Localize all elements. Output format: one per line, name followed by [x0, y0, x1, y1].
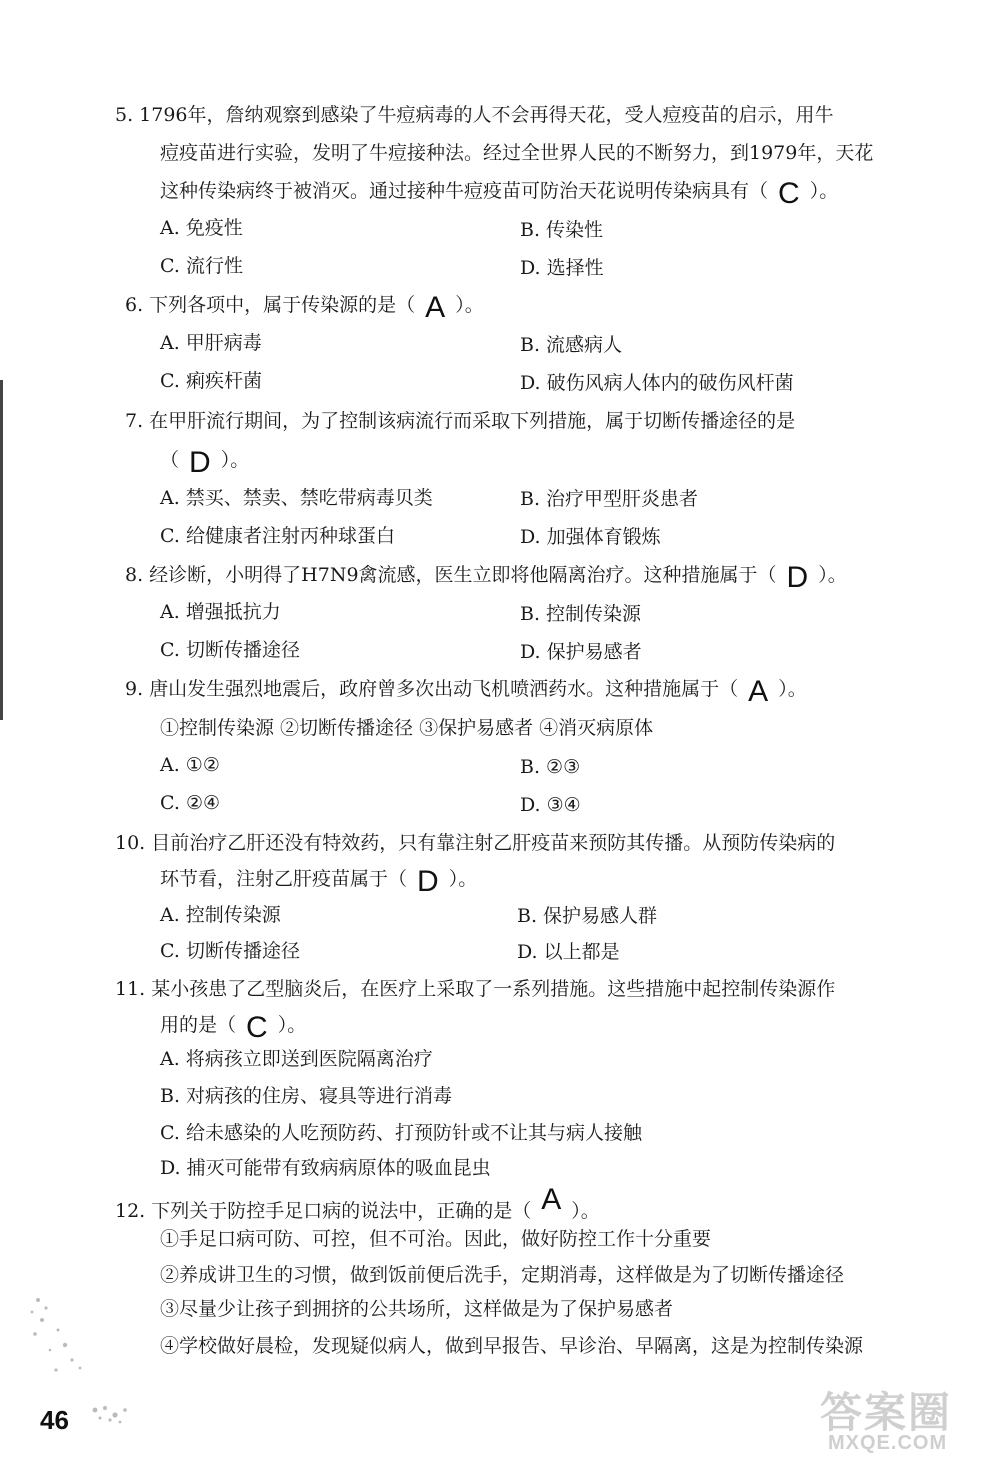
- q12-statement-1: ①手足口病可防、可控，但不可治。因此，做好防控工作十分重要: [160, 1228, 712, 1250]
- q10-option-b: B. 保护易感人群: [517, 905, 658, 927]
- q12-statement-4: ④学校做好晨检，发现疑似病人，做到早报告、早诊治、早隔离，这是为控制传染源: [160, 1335, 864, 1357]
- q7-option-a: A. 禁买、禁卖、禁吃带病毒贝类: [160, 487, 433, 509]
- q7-close: ）。: [220, 449, 250, 471]
- q10-answer: D: [417, 865, 439, 898]
- q9-option-c: C. ②④: [160, 792, 221, 814]
- q5-stem-end: 这种传染病终于被消灭。通过接种牛痘疫苗可防治天花说明传染病具有（: [160, 180, 769, 202]
- q5-option-a: A. 免疫性: [160, 217, 243, 239]
- q10-option-d: D. 以上都是: [517, 941, 620, 963]
- q5-line3: [160, 177, 839, 210]
- q9-close: ）。: [778, 678, 807, 700]
- q8-option-b: B. 控制传染源: [520, 603, 642, 625]
- q12-statement-3: ③尽量少让孩子到拥挤的公共场所，这样做是为了保护易感者: [160, 1298, 674, 1320]
- q10-option-c: C. 切断传播途径: [160, 940, 300, 962]
- binding-edge: [0, 380, 3, 720]
- q10-line1: 10. 目前治疗乙肝还没有特效药，只有靠注射乙肝疫苗来预防其传播。从预防传染病的: [115, 832, 836, 854]
- q7-option-c: C. 给健康者注射丙种球蛋白: [160, 525, 395, 547]
- q8-close: ）。: [818, 564, 847, 586]
- q5-line2: 痘疫苗进行实验，发明了牛痘接种法。经过全世界人民的不断努力，到1979年，天花: [160, 142, 874, 164]
- q8-answer: D: [786, 561, 809, 594]
- watermark-logo: [820, 1380, 990, 1460]
- q9-stem: 9. 唐山发生强烈地震后，政府曾多次出动飞机喷洒药水。这种措施属于（: [125, 678, 739, 700]
- q5-option-d: D. 选择性: [520, 257, 604, 279]
- q11-close: ）。: [277, 1014, 307, 1036]
- q7-answer: D: [189, 446, 211, 479]
- q7-line1: 7. 在甲肝流行期间，为了控制该病流行而采取下列措施，属于切断传播途径的是: [125, 410, 796, 432]
- q9-option-d: D. ③④: [520, 794, 581, 816]
- q12-answer: A: [541, 1183, 562, 1216]
- q6-close: ）。: [455, 294, 484, 316]
- q11-line1: 11. 某小孩患了乙型脑炎后，在医疗上采取了一系列措施。这些措施中起控制传染源作: [115, 978, 836, 1000]
- q6-option-a: A. 甲肝病毒: [160, 332, 262, 354]
- q6-stem: 6. 下列各项中，属于传染源的是（: [125, 294, 416, 316]
- q11-stem-end: 用的是（: [160, 1014, 237, 1036]
- q9-line1: [125, 675, 807, 708]
- q9-statements: ①控制传染源 ②切断传播途径 ③保护易感者 ④消灭病原体: [160, 717, 654, 739]
- q9-option-a: A. ①②: [160, 754, 220, 776]
- q12-statement-2: ②养成讲卫生的习惯，做到饭前便后洗手，定期消毒，这样做是为了切断传播途径: [160, 1264, 845, 1286]
- page-number: 46: [40, 1405, 69, 1435]
- q9-answer: A: [748, 675, 769, 708]
- q11-option-b: B. 对病孩的住房、寝具等进行消毒: [160, 1085, 453, 1107]
- q5-close: ）。: [809, 180, 839, 202]
- q10-option-a: A. 控制传染源: [160, 904, 281, 926]
- q6-option-c: C. 痢疾杆菌: [160, 370, 262, 392]
- q7-line2: [160, 446, 250, 479]
- q8-stem: 8. 经诊断，小明得了H7N9禽流感，医生立即将他隔离治疗。这种措施属于（: [125, 564, 777, 586]
- q5-line1: 5. 1796年，詹纳观察到感染了牛痘病毒的人不会再得天花，受人痘疫苗的启示，用牛: [115, 104, 834, 126]
- q9-option-b: B. ②③: [520, 756, 581, 778]
- q5-answer: C: [778, 177, 800, 210]
- q6-answer: A: [425, 291, 446, 324]
- q12-close: ）。: [571, 1200, 600, 1222]
- q5-option-c: C. 流行性: [160, 255, 243, 277]
- q5-option-b: B. 传染性: [520, 219, 604, 241]
- watermark-title: 答案圈: [820, 1388, 953, 1437]
- q6-option-d: D. 破伤风病人体内的破伤风杆菌: [520, 372, 794, 394]
- q6-line1: [125, 291, 484, 324]
- q10-close: ）。: [448, 868, 478, 890]
- q7-option-b: B. 治疗甲型肝炎患者: [520, 488, 699, 510]
- q10-stem-end: 环节看，注射乙肝疫苗属于（: [160, 868, 408, 890]
- q8-option-d: D. 保护易感者: [520, 641, 642, 663]
- q7-option-d: D. 加强体育锻炼: [520, 526, 661, 548]
- q11-answer: C: [246, 1011, 268, 1044]
- q7-open: （: [160, 449, 180, 471]
- q11-line2: [160, 1011, 307, 1044]
- q12-stem: 12. 下列关于防控手足口病的说法中，正确的是（: [115, 1200, 532, 1222]
- q6-option-b: B. 流感病人: [520, 334, 623, 356]
- q8-option-a: A. 增强抵抗力: [160, 601, 281, 623]
- q12-line1: [115, 1183, 600, 1223]
- q8-line1: [125, 561, 847, 594]
- q11-option-d: D. 捕灭可能带有致病病原体的吸血昆虫: [160, 1157, 491, 1179]
- q11-option-c: C. 给未感染的人吃预防药、打预防针或不让其与病人接触: [160, 1122, 642, 1144]
- watermark-url: MXQE.COM: [828, 1432, 948, 1454]
- q10-line2: [160, 865, 478, 898]
- q8-option-c: C. 切断传播途径: [160, 639, 300, 661]
- q11-option-a: A. 将病孩立即送到医院隔离治疗: [160, 1048, 433, 1070]
